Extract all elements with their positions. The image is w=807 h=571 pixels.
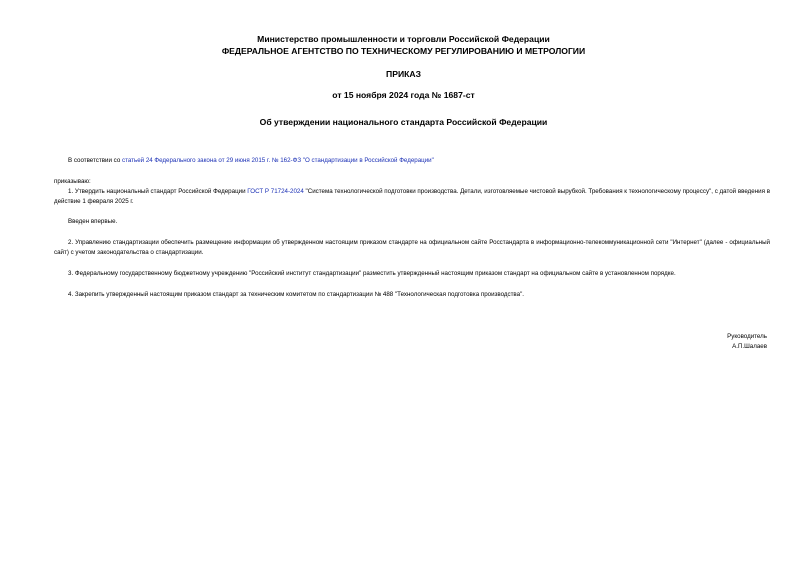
gost-standard-link[interactable]: ГОСТ Р 71724-2024 (247, 188, 304, 195)
signature-position: Руководитель (727, 333, 767, 340)
federal-law-link[interactable]: статьей 24 Федерального закона от 29 июня 2015 г. № 162-ФЗ "О стандартизации в Российской Федерации" (121, 157, 434, 164)
item-4-paragraph: 4. Закрепить утвержденный настоящим приказом стандарт за техническим комитетом по стандартизации № 488 "Технологическая подготовка производства". (68, 291, 525, 298)
item-3-paragraph: 3. Федеральному государственному бюджетному учреждению "Российский институт стандартизации" разместить утвержденный настоящим приказом стандарт на официальном сайте в установленном порядке. (68, 270, 676, 277)
signature-name: А.П.Шалаев (732, 343, 767, 350)
ministry-name: Министерство промышленности и торговли Российской Федерации (257, 34, 550, 44)
item-2-paragraph: 2. Управлению стандартизации обеспечить размещение информации об утвержденном настоящим приказом стандарте на официальном сайте Росстандарта в информационно-телекоммуникационной сети "Интернет" (далее - официальный сайт) с учетом законодательства о стандартизации. (54, 239, 770, 256)
orders-word: приказываю: (54, 178, 91, 185)
order-subject: Об утверждении национального стандарта Российской Федерации (259, 117, 548, 127)
order-title: ПРИКАЗ (386, 69, 421, 79)
preamble-text: В соответствии со (68, 157, 122, 164)
order-date: от 15 ноября 2024 года № 1687-ст (332, 90, 475, 100)
item-1-paragraph (54, 187, 770, 207)
item-1-text-start: 1. Утвердить национальный стандарт Российской Федерации (68, 188, 248, 195)
agency-name: ФЕДЕРАЛЬНОЕ АГЕНТСТВО ПО ТЕХНИЧЕСКОМУ РЕГУЛИРОВАНИЮ И МЕТРОЛОГИИ (221, 46, 586, 56)
item-1-text-end: "Система технологической подготовки производства. Детали, изготовляемые чистовой вырубкой. Требования к технологическому процессу", с датой введения в действие 1 февраля 2025 г. (54, 188, 770, 205)
introduced-note: Введен впервые. (68, 218, 118, 225)
preamble-paragraph (54, 156, 770, 166)
